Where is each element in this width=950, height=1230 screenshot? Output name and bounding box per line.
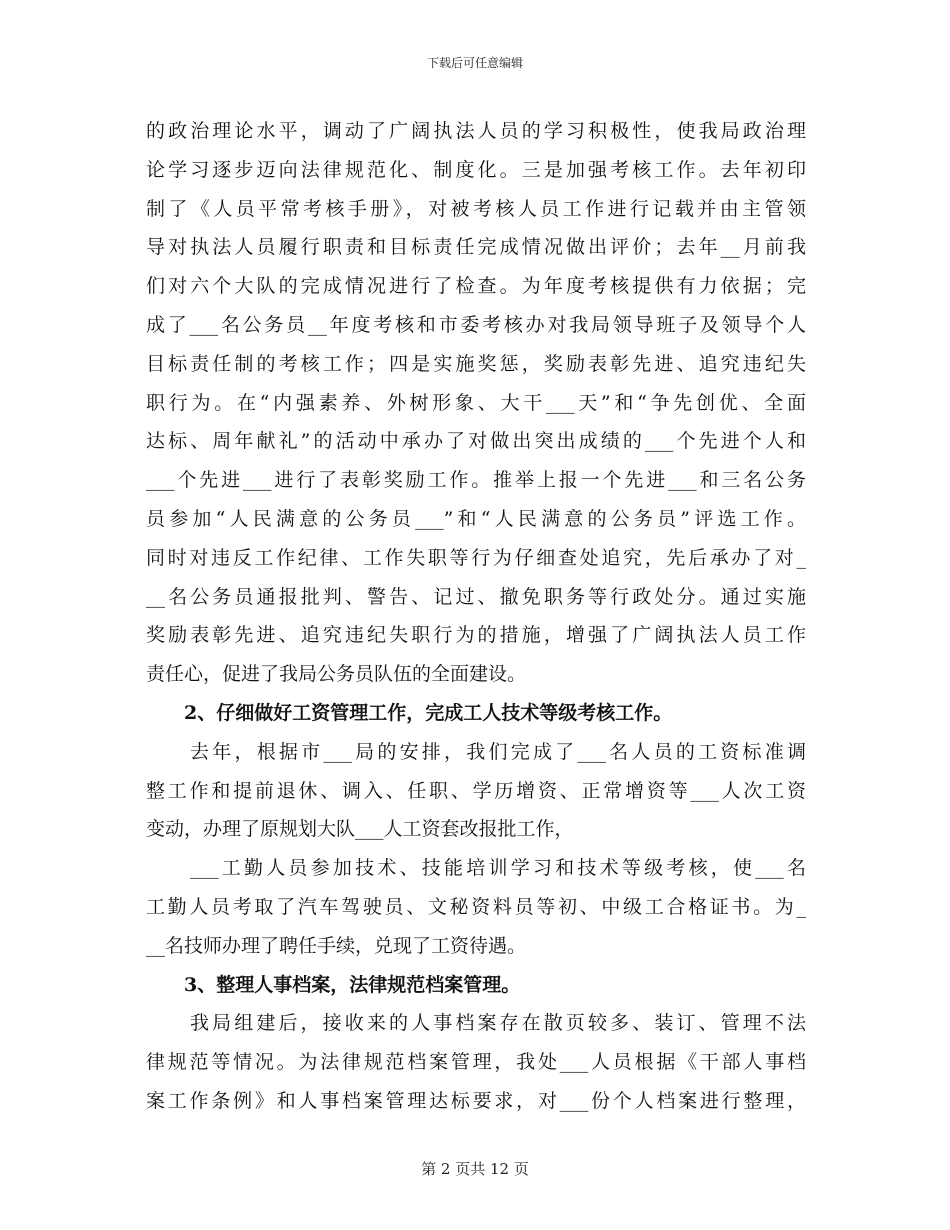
- section-heading: [146, 694, 806, 733]
- body-paragraph: [146, 1004, 806, 1120]
- text-line: ___工勤人员参加技术、技能培训学习和技术等级考核，使___名: [190, 857, 806, 880]
- text-line: __名公务员通报批判、警告、记过、撤免职务等行政处分。通过实施: [146, 585, 806, 608]
- text-line: 案工作条例》和人事档案管理达标要求，对___份个人档案进行整理，: [146, 1089, 806, 1112]
- heading-text: 2、仔细做好工资管理工作，完成工人技术等级考核工作。: [184, 701, 673, 724]
- text-line: 责任心，促进了我局公务员队伍的全面建设。: [146, 663, 527, 686]
- text-line: 员参加“人民满意的公务员___”和“人民满意的公务员”评选工作。: [146, 507, 806, 530]
- text-line: 达标、周年献礼”的活动中承办了对做出突出成绩的___个先进个人和: [146, 430, 806, 453]
- body-paragraph: [146, 849, 806, 965]
- text-line: 我局组建后，接收来的人事档案存在散页较多、装订、管理不法: [190, 1012, 806, 1035]
- page-header: 下载后可任意编辑: [426, 56, 523, 70]
- page-footer: 第 2 页共 12 页: [421, 1160, 529, 1178]
- text-line: 论学习逐步迈向法律规范化、制度化。三是加强考核工作。去年初印: [146, 158, 806, 181]
- text-line: ___个先进___进行了表彰奖励工作。推举上报一个先进___和三名公务: [146, 469, 806, 492]
- text-line: 整工作和提前退休、调入、任职、学历增资、正常增资等___人次工资: [146, 779, 806, 802]
- text-line: 制了《人员平常考核手册》，对被考核人员工作进行记载并由主管领: [146, 197, 806, 220]
- text-line: 律规范等情况。为法律规范档案管理，我处___人员根据《干部人事档: [146, 1051, 806, 1074]
- text-line: 同时对违反工作纪律、工作失职等行为仔细查处追究，先后承办了对_: [146, 546, 806, 569]
- document-body: [146, 112, 806, 1121]
- section-heading: [146, 966, 806, 1005]
- text-line: 职行为。在“内强素养、外树形象、大干___天”和“争先创优、全面: [146, 391, 806, 414]
- text-line: 变动，办理了原规划大队___人工资套改报批工作，: [146, 818, 574, 841]
- body-paragraph: [146, 733, 806, 849]
- text-line: 的政治理论水平，调动了广阔执法人员的学习积极性，使我局政治理: [146, 120, 806, 142]
- text-line: 去年，根据市___局的安排，我们完成了___名人员的工资标准调: [190, 740, 806, 763]
- text-line: 们对六个大队的完成情况进行了检查。为年度考核提供有力依据；完: [146, 275, 806, 298]
- text-line: 奖励表彰先进、追究违纪失职行为的措施，增强了广阔执法人员工作: [146, 624, 806, 647]
- text-line: 目标责任制的考核工作；四是实施奖惩，奖励表彰先进、追究违纪失: [146, 352, 806, 375]
- heading-text: 3、整理人事档案，法律规范档案管理。: [184, 973, 521, 996]
- text-line: 成了___名公务员__年度考核和市委考核办对我局领导班子及领导个人: [146, 313, 806, 336]
- text-line: 工勤人员考取了汽车驾驶员、文秘资料员等初、中级工合格证书。为_: [146, 895, 806, 918]
- text-line: 导对执法人员履行职责和目标责任完成情况做出评价；去年__月前我: [146, 236, 806, 259]
- body-paragraph: [146, 112, 806, 694]
- text-line: __名技师办理了聘任手续，兑现了工资待遇。: [146, 934, 527, 957]
